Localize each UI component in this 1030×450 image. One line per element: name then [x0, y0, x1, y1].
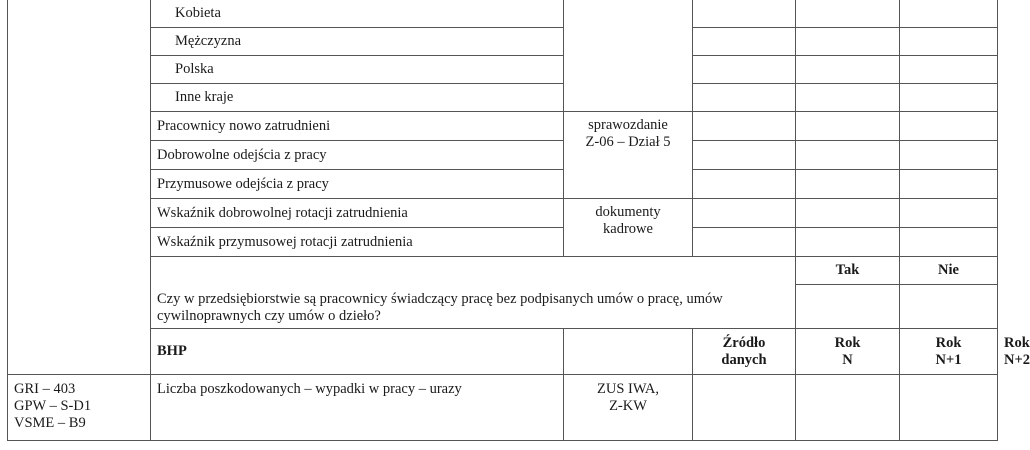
row-label: Pracownicy nowo zatrudnieni: [151, 112, 564, 141]
value-cell[interactable]: [796, 141, 900, 170]
code-gpw: GPW – S-D1: [14, 398, 92, 414]
source-cell-empty: [564, 0, 693, 112]
value-cell[interactable]: [900, 170, 998, 199]
value-cell[interactable]: [900, 141, 998, 170]
code-gri: GRI – 403: [14, 381, 76, 397]
header-year: N+1: [935, 351, 962, 368]
yes-answer-cell[interactable]: [796, 285, 900, 329]
value-cell[interactable]: [900, 56, 998, 84]
table-row: [8, 170, 998, 199]
value-cell[interactable]: [693, 56, 796, 84]
source-kadry: [564, 199, 693, 257]
section-title-bhp: BHP: [151, 329, 564, 375]
header-source-line: danych: [721, 351, 767, 368]
code-vsme: VSME – B9: [14, 415, 86, 431]
value-cell[interactable]: [796, 375, 900, 441]
value-cell[interactable]: [900, 28, 998, 56]
row-label: Mężczyzna: [151, 28, 564, 56]
question-cell: Czy w przedsiębiorstwie są pracownicy świadczący pracę bez podpisanych umów o pracę, umów cywilnoprawnych czy umów o dzieło?: [151, 257, 796, 329]
value-cell[interactable]: [796, 84, 900, 112]
indicator-label: Liczba poszkodowanych – wypadki w pracy – urazy: [151, 375, 564, 441]
value-cell[interactable]: [900, 112, 998, 141]
value-cell[interactable]: [796, 112, 900, 141]
table-row: [8, 28, 998, 56]
value-cell[interactable]: [900, 228, 998, 257]
header-year: N: [842, 351, 853, 368]
no-answer-cell[interactable]: [900, 285, 998, 329]
value-cell[interactable]: [693, 170, 796, 199]
header-source-line: Źródło: [722, 334, 766, 351]
header-rok: Rok: [935, 334, 962, 351]
value-cell[interactable]: [900, 199, 998, 228]
value-cell[interactable]: [796, 0, 900, 28]
no-header: Nie: [900, 257, 998, 285]
value-cell[interactable]: [796, 170, 900, 199]
header-rok: Rok: [834, 334, 861, 351]
table-row: [8, 375, 998, 441]
table-row: [8, 199, 998, 228]
value-cell[interactable]: [900, 0, 998, 28]
header-empty: [564, 329, 693, 375]
header-year-n1: [900, 329, 998, 375]
table-row: [8, 228, 998, 257]
source-z06: [564, 112, 693, 199]
value-cell[interactable]: [693, 84, 796, 112]
value-cell[interactable]: [693, 141, 796, 170]
value-cell[interactable]: [693, 199, 796, 228]
source-line: dokumenty: [595, 204, 661, 220]
table-row: [8, 112, 998, 141]
report-table: [7, 0, 1030, 441]
source-line: Z-KW: [609, 398, 647, 414]
source-line: sprawozdanie: [588, 117, 668, 133]
value-cell[interactable]: [900, 84, 998, 112]
row-label: Inne kraje: [151, 84, 564, 112]
header-year-n: [796, 329, 900, 375]
row-label: Przymusowe odejścia z pracy: [151, 170, 564, 199]
value-cell[interactable]: [796, 28, 900, 56]
row-label: Dobrowolne odejścia z pracy: [151, 141, 564, 170]
value-cell[interactable]: [900, 375, 998, 441]
value-cell[interactable]: [693, 28, 796, 56]
header-source: [693, 329, 796, 375]
value-cell[interactable]: [693, 228, 796, 257]
row-label: Kobieta: [151, 0, 564, 28]
value-cell[interactable]: [693, 0, 796, 28]
source-line: ZUS IWA,: [596, 381, 660, 397]
bhp-header-row: BHP Źródło danych Rok N Rok N+1 Rok N+2: [8, 329, 998, 375]
source-line: Z-06 – Dział 5: [585, 134, 671, 150]
table-row: [8, 84, 998, 112]
value-cell[interactable]: [796, 56, 900, 84]
yes-header: Tak: [796, 257, 900, 285]
table-row: [8, 0, 998, 28]
row-label: Wskaźnik dobrowolnej rotacji zatrudnienia: [151, 199, 564, 228]
value-cell[interactable]: [693, 375, 796, 441]
row-label: Wskaźnik przymusowej rotacji zatrudnienia: [151, 228, 564, 257]
source-zus: [564, 375, 693, 441]
value-cell[interactable]: [796, 199, 900, 228]
table-row: [8, 141, 998, 170]
value-cell[interactable]: [693, 112, 796, 141]
value-cell[interactable]: [796, 228, 900, 257]
row-label: Polska: [151, 56, 564, 84]
table-row: [8, 257, 998, 285]
standard-codes: [8, 375, 151, 441]
table-row: [8, 56, 998, 84]
section-cell-empty: [8, 0, 151, 375]
source-line: kadrowe: [603, 221, 653, 237]
